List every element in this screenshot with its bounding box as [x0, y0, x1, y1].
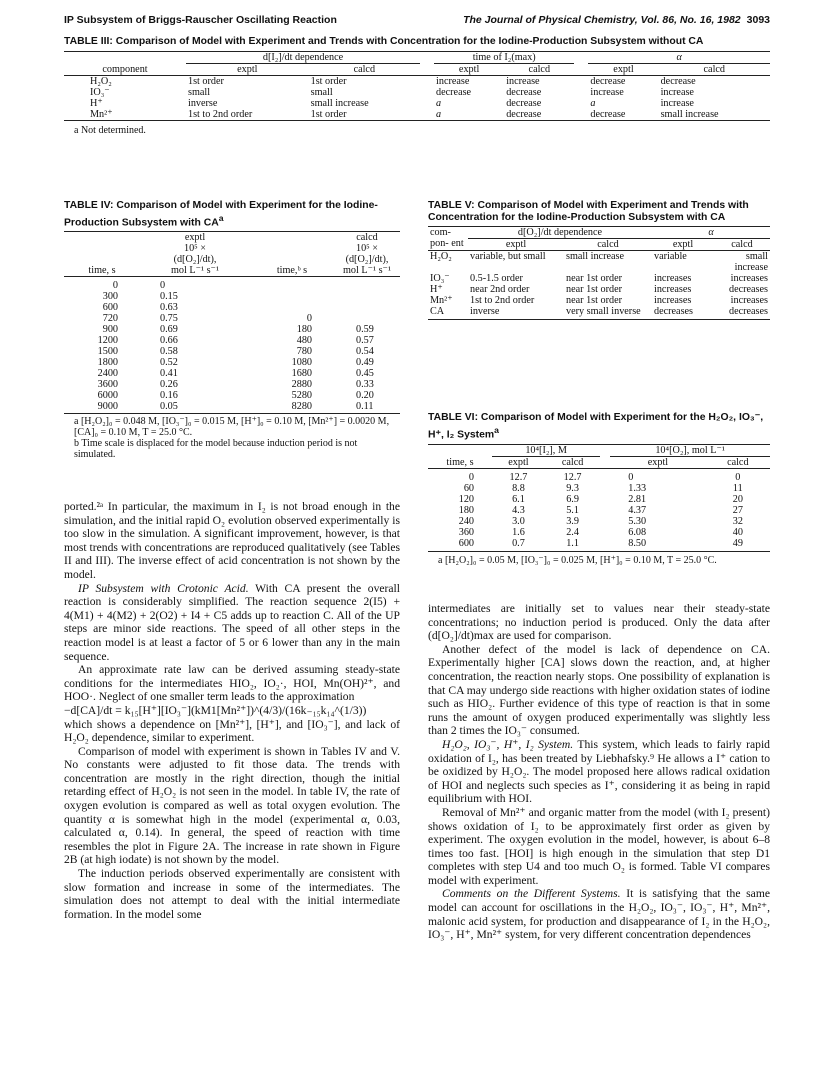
t6-cell: 0: [735, 472, 741, 484]
paragraph: intermediates are initially set to values near their steady-state concentrations; no induction period is produced. Only the data after (d[O₂]/dt)max are used for comparison.: [428, 602, 770, 643]
t6-cell: 1.33: [628, 483, 647, 495]
t4-cell: 0.58: [160, 346, 178, 358]
t5-cell: H⁺: [430, 284, 443, 295]
t5-cell: 0.5-1.5 order: [470, 273, 523, 284]
t5-cell: increases: [730, 295, 768, 306]
t3-h-exptl: exptl: [458, 64, 480, 75]
table-3: [64, 36, 770, 136]
t6-cell: 600: [458, 538, 474, 550]
t4-note-a: a [H₂O₂]₀ = 0.048 M, [IO₃⁻]₀ = 0.015 M, [H⁺]₀ = 0.10 M, [Mn²⁺] = 0.0020 M, [CA]₀ = 0.10 M, T = 25.0 °C.: [74, 416, 390, 439]
t5-cell: decreases: [728, 284, 768, 295]
t4-cell: 480: [296, 335, 312, 347]
t6-cell: 9.3: [566, 483, 579, 495]
paragraph: Another defect of the model is lack of dependence on CA. Experimentally higher [CA] slows down the reaction, and, at higher concentration, the reaction nearly stops. One possibility of explanation is that CA may undergo side reactions with higher oxidation states of iodine such as HIO₂. Further evidence of this type of reaction is that in some runs the amount of oxygen produced experimentally was slightly less than 2 times the IO₃⁻ consumed.: [428, 642, 770, 738]
t3-h-exptl: exptl: [237, 64, 258, 75]
t5-cell: IO₃⁻: [430, 273, 450, 284]
t4-h-calcd: calcd: [356, 232, 378, 244]
t6-cell: 240: [458, 516, 474, 528]
t6-cell: 0.7: [512, 538, 525, 550]
table-5-grid: [428, 226, 770, 317]
t5-cell: increases: [654, 284, 692, 295]
t3-cell: decrease: [590, 109, 626, 120]
t6-cell: 12.7: [563, 472, 582, 484]
t5-cell: small increase: [734, 251, 768, 273]
t5-cell: inverse: [470, 306, 500, 317]
table-row: [428, 483, 770, 494]
t6-group-i2: 10⁴[I₂], M: [492, 445, 600, 457]
t5-cell: variable, but small: [470, 251, 546, 262]
table-4: [64, 200, 400, 460]
table-row: [64, 98, 770, 109]
t5-cell: near 2nd order: [470, 284, 530, 295]
t4-h-rate: (d[O₂]/dt),: [345, 254, 389, 266]
table-row: [64, 280, 400, 291]
t6-cell: 3.0: [512, 516, 525, 528]
section-heading: Comments on the Different Systems.: [442, 887, 621, 901]
t4-cell: 0.69: [160, 324, 178, 336]
t4-h-time2: time,ᵇ s: [276, 265, 308, 277]
table-row: [428, 538, 770, 549]
table-6: [428, 412, 770, 566]
t6-cell: 5.1: [566, 505, 579, 517]
t4-cell: 0.52: [160, 357, 178, 369]
t4-cell: 0.15: [160, 291, 178, 303]
table-row: [428, 505, 770, 516]
t4-cell: 9000: [97, 401, 118, 413]
equation: −d[CA]/dt = k₁₅[H⁺][IO₃⁻](kM1[Mn²⁺])^(4/3)/(16k₋₁₅k₁₄^(1/3)): [64, 703, 367, 717]
t3-h-exptl: exptl: [613, 64, 634, 75]
t4-cell: 0.26: [160, 379, 178, 391]
table-row: [428, 295, 770, 306]
t4-cell: [334, 280, 400, 291]
t6-cell: 2.4: [566, 527, 579, 539]
t4-cell: 2880: [291, 379, 312, 391]
t4-cell: 300: [102, 291, 118, 303]
header-right: The Journal of Physical Chemistry, Vol. 86, No. 16, 1982 3093: [463, 14, 770, 26]
t4-cell: 0.45: [356, 368, 374, 380]
t4-cell: [250, 291, 334, 302]
t3-cell: increase: [660, 98, 694, 109]
t4-cell: 5280: [291, 390, 312, 402]
t4-cell: 0.20: [356, 390, 374, 402]
t4-h-unit: mol L⁻¹ s⁻¹: [171, 265, 219, 277]
paragraph: ported.²ᵃ In particular, the maximum in I₂ is not broad enough in the simulation, and the initial rapid O₂ evolution observed experimentally is too slow in the simulation. A significant improvement, however, is that most trends with concentrations are reproduced qualitatively (see Tables II and III). The inverse effect of acid concentration is not shown by the model.: [64, 500, 400, 581]
t6-cell: 1.1: [566, 538, 579, 550]
t3-h-calcd: calcd: [703, 64, 726, 75]
table-row: [428, 516, 770, 527]
t3-cell: inverse: [188, 98, 218, 109]
t4-h-scale: 10⁵ ×: [183, 243, 207, 255]
t4-cell: [334, 302, 400, 313]
paragraph: [428, 887, 770, 941]
t4-cell: 0.66: [160, 335, 178, 347]
t6-cell: 40: [732, 527, 743, 539]
t3-group-alpha: α: [588, 52, 770, 64]
t6-group-o2: 10⁴[O₂], mol L⁻¹: [610, 445, 770, 457]
t3-group-time: time of I₂(max): [434, 52, 574, 64]
t4-cell: [250, 280, 334, 291]
t5-body: [428, 251, 770, 318]
t4-body: [64, 280, 400, 412]
paragraph-text: This system, which leads to fairly rapid oxidation of I₂, has been treated by Liebhafsky.⁹ He allows a I⁺ cation to be oxidized by H₂O₂. The model proposed here allows radical oxidation of HOI and neglects such species as I⁺, considering it as being in rapid equilibrium with HOI.: [428, 737, 770, 806]
t4-cell: 1200: [97, 335, 118, 347]
t6-cell: 20: [732, 494, 743, 506]
t5-cell: near 1st order: [566, 273, 623, 284]
t6-cell: 4.3: [512, 505, 525, 517]
t5-cell: CA: [430, 306, 445, 317]
table-4-caption: [64, 200, 400, 229]
paragraph-text: It is satisfying that the same model can account for oscillations in the H₂O₂, IO₃⁻, IO₃⁻, H⁺, Mn²⁺, malonic acid system, for production and disappearance of I₂ in the H₂O₂, IO₃⁻, H⁺, Mn²⁺ system, for very different concentration dependences: [428, 887, 770, 942]
t4-cell: 1080: [291, 357, 312, 369]
t6-cell: 49: [732, 538, 743, 550]
t5-h-exptl: exptl: [672, 239, 694, 250]
t3-cell: small increase: [660, 109, 719, 120]
t3-cell: small increase: [310, 98, 369, 109]
t3-group-rate: d[I₂]/dt dependence: [186, 52, 420, 64]
t4-cell: 0.16: [160, 390, 178, 402]
t5-cell: H₂O₂: [430, 251, 452, 262]
t4-cell: [334, 291, 400, 302]
t6-cell: 12.7: [509, 472, 528, 484]
t6-cell: 11: [732, 483, 743, 495]
t6-cell: 8.8: [512, 483, 525, 495]
t4-cell: 0.75: [160, 313, 178, 325]
t3-cell: H₂O₂: [90, 76, 112, 87]
table-row: [64, 291, 400, 302]
t5-cell: very small inverse: [566, 306, 641, 317]
t6-caption-text: TABLE VI: Comparison of Model with Experiment for the H₂O₂, IO₃⁻, H⁺, I₂ System: [428, 412, 764, 441]
paragraph: Comparison of model with experiment is shown in Tables IV and V. No constants were adjusted to fit those data. The trends with concentration are mostly in the right direction, though the initial retarding effect of H₂O₂ is not seen in the model. In table IV, the rate of oxygen evolution is compared as well as total oxygen evolution. The quantity α is somewhat high in the model (experimental α, 0.03, calculated α, 0.14). In general, the speed of reaction with time resembles the plot in Figure 2A. The increase in rate shown in Figure 2B (at high iodate) is not shown by the model.: [64, 744, 400, 867]
t4-cell: 0.63: [160, 302, 178, 314]
t3-cell: small: [188, 87, 211, 98]
t5-cell: near 1st order: [566, 295, 623, 306]
t5-h-calcd: calcd: [597, 239, 619, 250]
table-row: [428, 494, 770, 505]
t6-cell: 27: [732, 505, 743, 517]
t6-cell: 3.9: [566, 516, 579, 528]
t5-group-alpha: α: [652, 227, 770, 239]
table-6-grid: [428, 444, 770, 549]
t6-body: [428, 472, 770, 549]
t4-cell: 780: [296, 346, 312, 358]
t3-cell: decrease: [436, 87, 472, 98]
table-row: [64, 324, 400, 335]
t4-cell: 1680: [291, 368, 312, 380]
t5-cell: increases: [654, 295, 692, 306]
t6-h-time: time, s: [446, 456, 474, 468]
t4-cell: 0.54: [356, 346, 374, 358]
page-number: 3093: [746, 14, 770, 26]
t4-h-exptl: exptl: [184, 232, 206, 244]
t5-cell: decreases: [728, 306, 768, 317]
t4-cell: 0.41: [160, 368, 178, 380]
t5-cell: 1st to 2nd order: [470, 295, 535, 306]
table-row: [428, 527, 770, 538]
t4-cell: 720: [102, 313, 118, 325]
t4-cell: 180: [296, 324, 312, 336]
t6-h-calcd: calcd: [727, 457, 749, 469]
t4-cell: 600: [102, 302, 118, 314]
table-row: [64, 109, 770, 121]
t3-cell: decrease: [660, 76, 696, 87]
t4-cell: [250, 302, 334, 313]
t4-caption-sup: a: [218, 213, 224, 223]
t4-cell: 1500: [97, 346, 118, 358]
t4-cell: 0.11: [356, 401, 374, 413]
t5-h-component: com- pon- ent: [430, 227, 464, 249]
t5-cell: decreases: [654, 306, 694, 317]
table-6-caption: [428, 412, 770, 441]
table-5-caption: TABLE V: Comparison of Model with Experiment and Trends with Concentration for the Iodine-Production Subsystem with CA: [428, 200, 749, 223]
table-row: [428, 306, 770, 317]
t6-cell: 0: [628, 472, 634, 484]
table-row: [64, 313, 400, 324]
t3-cell: Mn²⁺: [90, 109, 113, 120]
t3-cell: 1st order: [188, 76, 224, 87]
t6-cell: 6.08: [628, 527, 647, 539]
t6-cell: 6.1: [512, 494, 525, 506]
t5-h-exptl: exptl: [505, 239, 527, 250]
section-heading: IP Subsystem with Crotonic Acid.: [78, 581, 249, 595]
table-row: [428, 284, 770, 295]
t4-cell: 1800: [97, 357, 118, 369]
paragraph: [428, 738, 770, 806]
table-row: [428, 273, 770, 284]
t3-cell: decrease: [590, 76, 626, 87]
t5-cell: near 1st order: [566, 284, 623, 295]
left-column-text: [64, 500, 400, 921]
t6-cell: 2.81: [628, 494, 647, 506]
t4-cell: 8280: [291, 401, 312, 413]
t6-cell: 60: [463, 483, 474, 495]
t4-cell: 900: [102, 324, 118, 336]
t6-cell: 4.37: [628, 505, 647, 517]
t3-cell: decrease: [506, 87, 542, 98]
paragraph: An approximate rate law can be derived assuming steady-state conditions for the intermediates HIO₂, IO₂·, HOI, Mn(OH)²⁺, and HOO·. Neglect of one smaller term leads to the approximation: [64, 663, 400, 704]
t5-group-rate: d[O₂]/dt dependence: [468, 227, 652, 239]
paragraph: which shows a dependence on [Mn²⁺], [H⁺], and [IO₃⁻], and lack of H₂O₂ dependence, similar to experiment.: [64, 717, 400, 745]
table-row: [64, 390, 400, 401]
t4-caption-text: TABLE IV: Comparison of Model with Experiment for the Iodine-Production Subsystem with CA: [64, 200, 378, 229]
t6-cell: 0: [468, 472, 474, 484]
t5-cell: increases: [654, 273, 692, 284]
t4-cell: 0.33: [356, 379, 374, 391]
t3-cell: a: [590, 98, 596, 109]
t3-h-calcd: calcd: [353, 64, 376, 75]
t6-cell: 360: [458, 527, 474, 539]
table-3-grid: [64, 51, 770, 121]
t6-h-calcd: calcd: [561, 457, 584, 469]
t3-cell: IO₃⁻: [90, 87, 110, 98]
t6-h-exptl: exptl: [508, 457, 529, 469]
t3-cell: a: [436, 98, 442, 109]
section-heading: H₂O₂, IO₃⁻, H⁺, I₂ System.: [442, 737, 574, 751]
table-3-caption: TABLE III: Comparison of Model with Experiment and Trends with Concentration for the Iodine-Production Subsystem without CA: [64, 36, 704, 47]
t4-cell: 0.49: [356, 357, 374, 369]
t4-cell: 6000: [97, 390, 118, 402]
t3-cell: 1st order: [310, 109, 347, 120]
t6-cell: 6.9: [566, 494, 579, 506]
t3-footnote: a Not determined.: [74, 125, 146, 136]
t4-cell: [334, 313, 400, 324]
t5-h-calcd: calcd: [731, 239, 753, 250]
t4-h-unit: mol L⁻¹ s⁻¹: [343, 265, 391, 277]
t4-cell: 0: [306, 313, 312, 325]
t4-cell: 0.05: [160, 401, 178, 413]
t3-cell: small: [310, 87, 333, 98]
t3-cell: 1st order: [310, 76, 347, 87]
header-left: IP Subsystem of Briggs-Rauscher Oscillating Reaction: [64, 14, 337, 26]
paragraph: The induction periods observed experimentally are consistent with slow formation and increase in some of the intermediates. The simulation does not attempt to deal with the initial intermediate formation. In the model some: [64, 867, 400, 921]
table-row: [428, 251, 770, 274]
t3-cell: increase: [660, 87, 694, 98]
t4-cell: 0: [160, 280, 166, 292]
t5-cell: increases: [730, 273, 768, 284]
t6-cell: 1.6: [512, 527, 525, 539]
table-row: [64, 302, 400, 313]
t5-cell: Mn²⁺: [430, 295, 453, 306]
t3-cell: H⁺: [90, 98, 103, 109]
t6-caption-sup: a: [494, 425, 499, 435]
table-row: [64, 368, 400, 379]
table-row: [64, 87, 770, 98]
t3-cell: increase: [506, 76, 540, 87]
right-column-text: [428, 602, 770, 942]
t4-h-scale: 10⁵ ×: [355, 243, 379, 255]
table-4-grid: [64, 231, 400, 412]
t4-note-b: b Time scale is displaced for the model because induction period is not simulated.: [74, 438, 358, 461]
t6-cell: 5.30: [628, 516, 647, 528]
t4-cell: 2400: [97, 368, 118, 380]
table-row: [428, 472, 770, 483]
t3-h-calcd: calcd: [528, 64, 551, 75]
t4-cell: 0.59: [356, 324, 374, 336]
t4-h-rate: (d[O₂]/dt),: [173, 254, 217, 266]
t4-cell: 3600: [97, 379, 118, 391]
table-row: [64, 335, 400, 346]
t6-cell: 180: [458, 505, 474, 517]
t3-cell: decrease: [506, 109, 542, 120]
table-row: [64, 379, 400, 390]
t3-h-component: component: [102, 63, 148, 75]
t5-cell: small increase: [566, 251, 624, 262]
t6-cell: 32: [732, 516, 743, 528]
table-row: [64, 401, 400, 412]
t3-cell: a: [436, 109, 442, 120]
t6-h-exptl: exptl: [647, 457, 669, 469]
t3-cell: decrease: [506, 98, 542, 109]
t3-cell: 1st to 2nd order: [188, 109, 253, 120]
paragraph: Removal of Mn²⁺ and organic matter from the model (with I₂ present) shows oxidation of I₂ to be approximately first order as given by experiment. The oxygen evolution in the model, however, is about 6–8 times too fast. [HOI] is high enough in the simulation that step D1 completes with step U4 and too much O₂ is formed. Table VI compares model with experiment.: [428, 805, 770, 887]
t3-cell: increase: [436, 76, 470, 87]
paragraph: [64, 582, 400, 664]
t4-cell: 0.57: [356, 335, 374, 347]
table-row: [64, 76, 770, 88]
t6-cell: 8.50: [628, 538, 647, 550]
t6-cell: 120: [458, 494, 474, 506]
t4-cell: 0: [112, 280, 118, 292]
t6-note-a: a [H₂O₂]₀ = 0.05 M, [IO₃⁻]₀ = 0.025 M, [H⁺]₀ = 0.10 M, T = 25.0 °C.: [438, 555, 717, 567]
paragraph-text: With CA present the overall reaction is considerably simplified. The reaction sequence 2(I5) + 4(M1) + 4(M2) + 2(O2) + I4 + C5 adds up to reaction C. All of the UP steps are minor side reactions. The speed of all other steps in the reaction model is at least a factor of 5 or 6 lower than any in the main sequence.: [64, 581, 400, 663]
table-5: [428, 200, 770, 320]
t5-cell: variable: [654, 251, 687, 262]
t3-cell: increase: [590, 87, 624, 98]
t4-h-time: time, s: [88, 265, 116, 277]
table-row: [64, 357, 400, 368]
table-row: [64, 346, 400, 357]
